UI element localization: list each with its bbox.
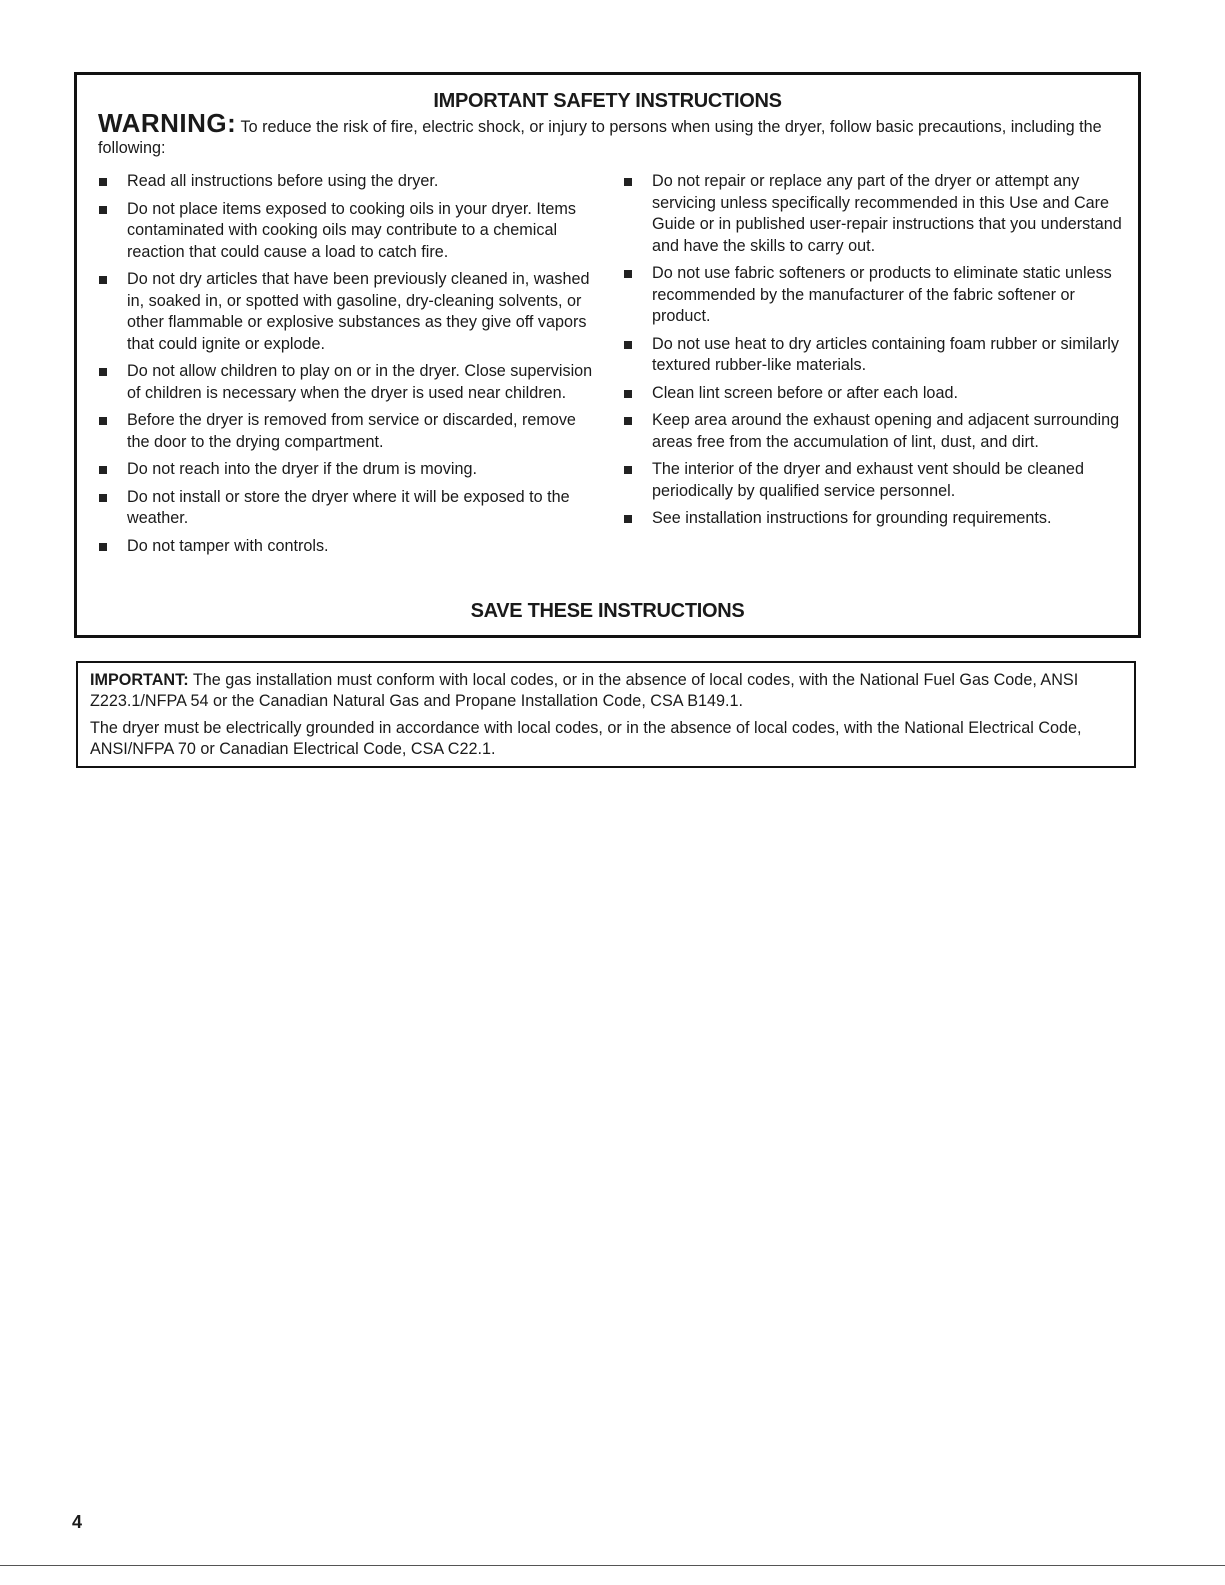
important-label: IMPORTANT: — [90, 671, 189, 689]
list-item — [652, 459, 1122, 502]
square-bullet-icon — [99, 494, 107, 502]
list-item — [652, 508, 1122, 530]
list-item — [652, 334, 1122, 377]
square-bullet-icon — [624, 341, 632, 349]
list-item-text: Before the dryer is removed from service or discarded, remove the door to the drying compartment. — [127, 411, 576, 451]
list-item — [652, 171, 1122, 257]
square-bullet-icon — [624, 178, 632, 186]
list-item-text: Do not use fabric softeners or products to eliminate static unless recommended by the manufacturer of the fabric softener or product. — [652, 264, 1112, 325]
gas-installation-text: The gas installation must conform with local codes, or in the absence of local codes, with the National Fuel Gas Code, ANSI Z223.1/NFPA 54 or the Canadian Natural Gas and Propane Installation Code, CSA B149.1. — [90, 671, 1079, 710]
square-bullet-icon — [99, 178, 107, 186]
list-item-text: Do not repair or replace any part of the dryer or attempt any servicing unless specifically recommended in this Use and Care Guide or in published user-repair instructions that you understand and have the skills to carry out. — [652, 172, 1122, 255]
square-bullet-icon — [624, 390, 632, 398]
square-bullet-icon — [99, 466, 107, 474]
list-item — [652, 263, 1122, 328]
square-bullet-icon — [99, 543, 107, 551]
list-item — [127, 199, 602, 264]
list-item-text: Do not use heat to dry articles containing foam rubber or similarly textured rubber-like materials. — [652, 334, 1119, 374]
list-item-text: Do not tamper with controls. — [127, 536, 329, 555]
list-item-text: Do not reach into the dryer if the drum is moving. — [127, 460, 477, 478]
list-item — [127, 459, 602, 481]
list-item-text: Do not dry articles that have been previously cleaned in, washed in, soaked in, or spotted with gasoline, dry-cleaning solvents, or other flammable or explosive substances as they give off vapors that could ignite or explode. — [127, 270, 590, 353]
square-bullet-icon — [99, 276, 107, 284]
list-item-text: Clean lint screen before or after each load. — [652, 383, 958, 402]
important-notice-box — [76, 661, 1136, 768]
list-item — [127, 171, 602, 193]
page-number: 4 — [72, 1512, 83, 1532]
list-item — [127, 487, 602, 530]
square-bullet-icon — [624, 515, 632, 523]
list-item-text: Do not allow children to play on or in the dryer. Close supervision of children is necessary when the dryer is used near children. — [127, 362, 593, 402]
square-bullet-icon — [624, 270, 632, 278]
list-item — [127, 269, 602, 355]
list-item — [652, 383, 1122, 405]
list-item-text: Do not place items exposed to cooking oils in your dryer. Items contaminated with cooking oils may contribute to a chemical reaction that could cause a load to catch fire. — [127, 199, 576, 261]
safety-instructions-box — [74, 72, 1141, 638]
warning-paragraph — [98, 108, 1128, 159]
list-item-text: The interior of the dryer and exhaust vent should be cleaned periodically by qualified service personnel. — [652, 460, 1084, 500]
bottom-divider — [0, 1565, 1225, 1566]
safety-list-left — [127, 171, 602, 563]
square-bullet-icon — [624, 466, 632, 474]
square-bullet-icon — [99, 206, 107, 214]
gas-installation-note — [90, 670, 1122, 712]
square-bullet-icon — [624, 417, 632, 425]
list-item-text: Keep area around the exhaust opening and adjacent surrounding areas free from the accumulation of lint, dust, and dirt. — [652, 411, 1120, 451]
safety-list-right — [652, 171, 1122, 536]
list-item — [127, 361, 602, 404]
list-item — [652, 410, 1122, 453]
list-item — [127, 536, 602, 558]
list-item-text: Do not install or store the dryer where it will be exposed to the weather. — [127, 487, 570, 527]
square-bullet-icon — [99, 368, 107, 376]
electrical-grounding-note: The dryer must be electrically grounded in accordance with local codes, or in the absence of local codes, with the National Electrical Code, ANSI/NFPA 70 or Canadian Electrical Code, CSA C22.1. — [90, 719, 1082, 758]
list-item — [127, 410, 602, 453]
list-item-text: See installation instructions for grounding requirements. — [652, 509, 1052, 527]
warning-text: To reduce the risk of fire, electric shock, or injury to persons when using the dryer, follow basic precautions, including the following: — [98, 118, 1102, 157]
list-item-text: Read all instructions before using the dryer. — [127, 172, 439, 190]
warning-label: WARNING: — [98, 108, 237, 138]
save-instructions-title: SAVE THESE INSTRUCTIONS — [470, 600, 745, 622]
safety-title: IMPORTANT SAFETY INSTRUCTIONS — [433, 90, 782, 112]
square-bullet-icon — [99, 417, 107, 425]
